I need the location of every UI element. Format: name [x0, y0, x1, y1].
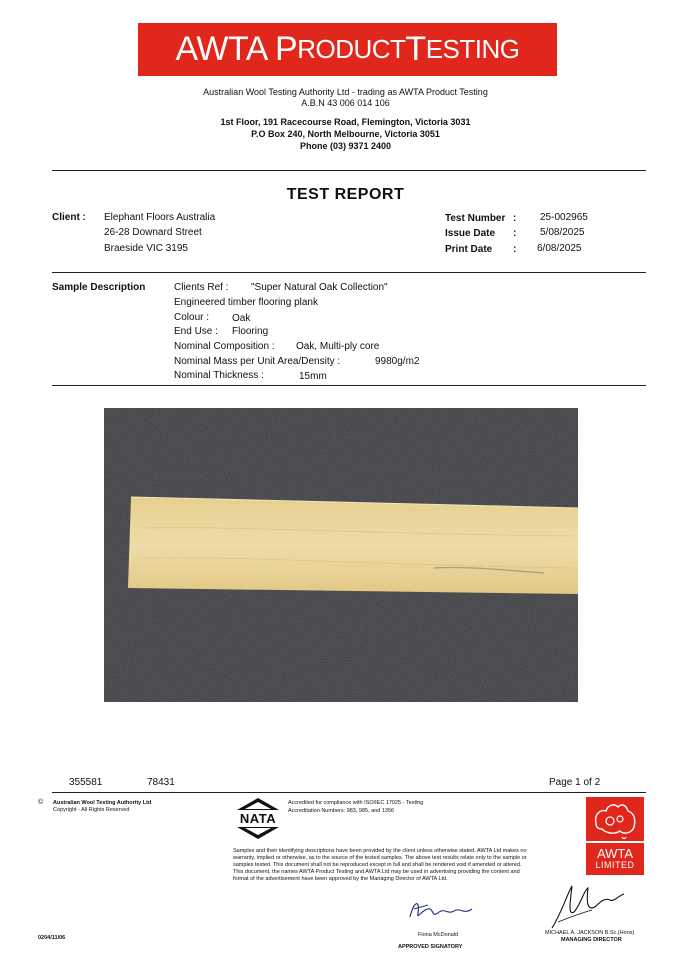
- test-number-value: 25-002965: [540, 212, 588, 223]
- nata-text: NATA: [239, 811, 277, 826]
- copyright-symbol: ©: [38, 799, 44, 806]
- composition-value: Oak, Multi-ply core: [296, 341, 380, 352]
- sample-description-label: Sample Description: [52, 282, 146, 293]
- address-line-1: 1st Floor, 191 Racecourse Road, Flemington, Victoria 3031: [220, 117, 471, 127]
- mass-value: 9980g/m2: [375, 356, 420, 367]
- sample-divider: [52, 385, 646, 386]
- brand-t: T: [405, 30, 426, 68]
- disclaimer-text: Samples and their identifying descriptions have been provided by the client unless otherwise stated. AWTA Ltd makes no warranty, implied or otherwise, as to the source of the tested samples. The above test results relate only to the sample or samples tested. This document shall not be reproduced except in full and shall be rendered void if amended or altered. This document, the names AWTA Product Testing and AWTA Ltd may be used in advertising providing the content and format of the advertisement have been approved by the Managing Director of AWTA Ltd.: [233, 848, 527, 882]
- brand-banner: [138, 23, 557, 76]
- director-title: MANAGING DIRECTOR: [561, 937, 622, 943]
- sample-photo-svg: [104, 408, 578, 702]
- issue-date-label: Issue Date: [445, 228, 496, 239]
- nata-logo: [233, 796, 283, 841]
- test-number-label: Test Number: [445, 213, 506, 224]
- thickness-label: Nominal Thickness :: [174, 370, 264, 381]
- australia-map-icon: [586, 797, 644, 843]
- thickness-value: 15mm: [299, 371, 327, 382]
- phone-line: Phone (03) 9371 2400: [299, 141, 392, 151]
- sample-photo: [104, 408, 578, 702]
- end-use-label: End Use :: [174, 326, 218, 337]
- signatory-name: Fiona McDonald: [418, 932, 459, 938]
- director-name: MICHAEL A. JACKSON B.Sc.(Hons): [545, 930, 635, 936]
- accreditation-line-1: Accredited for compliance with ISO/IEC 17025 - Testing: [288, 800, 424, 806]
- awta-logo-text: AWTA: [596, 846, 634, 861]
- print-date-value: 6/08/2025: [537, 243, 582, 254]
- abn-line: A.B.N 43 006 014 106: [301, 98, 390, 108]
- header-divider: [52, 170, 646, 171]
- footer-code-2: 78431: [147, 777, 175, 788]
- colour-value: Oak: [232, 313, 251, 324]
- client-label: Client :: [52, 212, 86, 223]
- client-divider: [52, 272, 646, 273]
- copyright-line-1: Australian Wool Testing Authority Ltd: [53, 800, 152, 806]
- page-number: Page 1 of 2: [549, 777, 601, 788]
- brand-esting: ESTING: [425, 34, 520, 64]
- director-signature: [548, 882, 628, 932]
- mass-label: Nominal Mass per Unit Area/Density :: [174, 356, 341, 367]
- form-code: 0204/11/06: [38, 935, 66, 941]
- clients-ref-label: Clients Ref :: [174, 282, 229, 293]
- end-use-value: Flooring: [232, 326, 269, 337]
- footer-divider: [52, 792, 646, 793]
- colour-label: Colour :: [174, 312, 210, 323]
- client-line-1: Elephant Floors Australia: [104, 212, 216, 223]
- report-title: TEST REPORT: [286, 186, 405, 203]
- accreditation-line-2: Accreditation Numbers: 983, 985, and 1356: [288, 808, 395, 814]
- signatory-title: APPROVED SIGNATORY: [398, 944, 463, 950]
- print-date-label: Print Date: [445, 244, 493, 255]
- test-number-colon: :: [513, 213, 517, 224]
- authority-line: Australian Wool Testing Authority Ltd - trading as AWTA Product Testing: [203, 87, 488, 97]
- signature-mcdonald-svg: [404, 895, 484, 925]
- print-date-colon: :: [513, 244, 517, 255]
- composition-label: Nominal Composition :: [174, 341, 275, 352]
- clients-ref-value: "Super Natural Oak Collection": [251, 282, 388, 293]
- timber-plank: [128, 497, 578, 594]
- client-line-3: Braeside VIC 3195: [104, 243, 188, 254]
- awta-logo-limited: LIMITED: [595, 860, 635, 870]
- issue-date-colon: :: [513, 228, 517, 239]
- copyright-line-2: Copyright - All Rights Reserved: [53, 807, 130, 813]
- issue-date-value: 5/08/2025: [540, 227, 585, 238]
- brand-awta-p: AWTA P: [175, 30, 298, 68]
- sample-description-text: Engineered timber flooring plank: [174, 297, 318, 308]
- client-line-2: 26-28 Downard Street: [104, 227, 202, 238]
- brand-roduct: RODUCT: [297, 34, 406, 64]
- footer-code-1: 355581: [69, 777, 103, 788]
- address-line-2: P.O Box 240, North Melbourne, Victoria 3051: [251, 129, 440, 139]
- signatory-signature: [404, 895, 484, 925]
- awta-limited-logo: [586, 797, 644, 875]
- signature-jackson-svg: [548, 882, 628, 932]
